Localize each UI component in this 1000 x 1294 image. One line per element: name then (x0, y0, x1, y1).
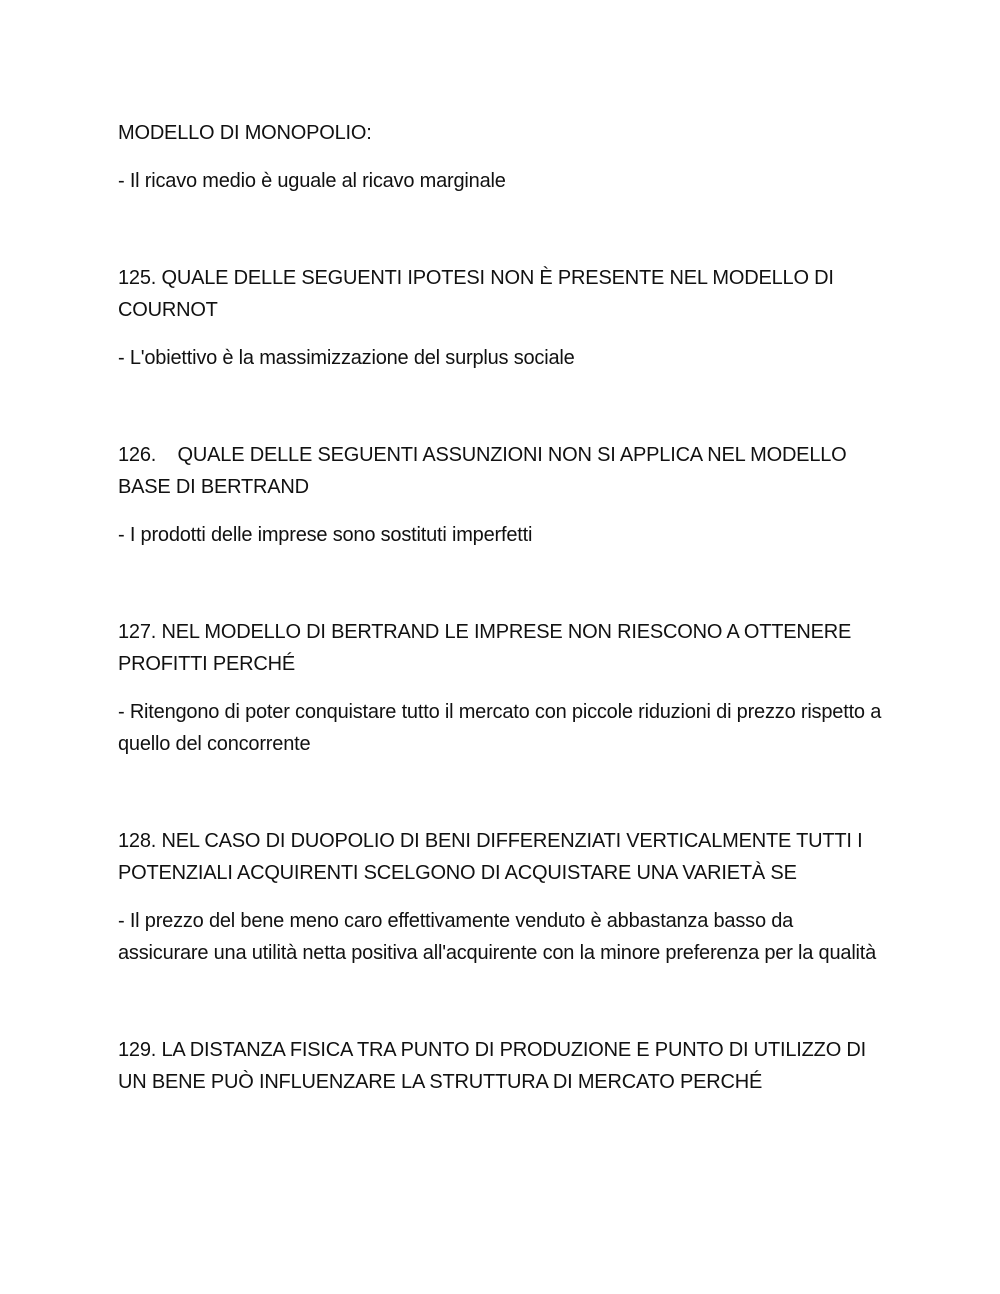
question-128 (118, 825, 888, 969)
question-129 (118, 1034, 888, 1098)
question-text: 129. LA DISTANZA FISICA TRA PUNTO DI PRODUZIONE E PUNTO DI UTILIZZO DI UN BENE PUÒ INFLUENZARE LA STRUTTURA DI MERCATO PERCHÉ (118, 1039, 867, 1093)
question-text: 127. NEL MODELLO DI BERTRAND LE IMPRESE NON RIESCONO A OTTENERE PROFITTI PERCHÉ (118, 621, 852, 675)
section-spacer (118, 760, 888, 825)
section-spacer (118, 197, 888, 262)
answer-text: - Il prezzo del bene meno caro effettivamente venduto è abbastanza basso da assicurare una utilità netta positiva all'acquirente con la minore preferenza per la qualità (118, 910, 877, 964)
section-answer: - Il ricavo medio è uguale al ricavo marginale (118, 170, 506, 192)
section-monopolio (118, 117, 888, 197)
section-spacer (118, 969, 888, 1034)
section-heading: MODELLO DI MONOPOLIO: (118, 122, 372, 144)
answer-text: - Ritengono di poter conquistare tutto il mercato con piccole riduzioni di prezzo rispetto a quello del concorrente (118, 701, 882, 755)
question-text: 125. QUALE DELLE SEGUENTI IPOTESI NON È PRESENTE NEL MODELLO DI COURNOT (118, 267, 834, 321)
section-spacer (118, 551, 888, 616)
question-text: 128. NEL CASO DI DUOPOLIO DI BENI DIFFERENZIATI VERTICALMENTE TUTTI I POTENZIALI ACQUIRENTI SCELGONO DI ACQUISTARE UNA VARIETÀ SE (118, 830, 863, 884)
answer-text: - L'obiettivo è la massimizzazione del surplus sociale (118, 347, 575, 369)
question-126 (118, 439, 888, 551)
question-125 (118, 262, 888, 374)
question-text: 126. QUALE DELLE SEGUENTI ASSUNZIONI NON SI APPLICA NEL MODELLO BASE DI BERTRAND (118, 444, 847, 498)
section-spacer (118, 374, 888, 439)
document-content (118, 117, 888, 1098)
question-127 (118, 616, 888, 760)
answer-text: - I prodotti delle imprese sono sostituti imperfetti (118, 524, 533, 546)
